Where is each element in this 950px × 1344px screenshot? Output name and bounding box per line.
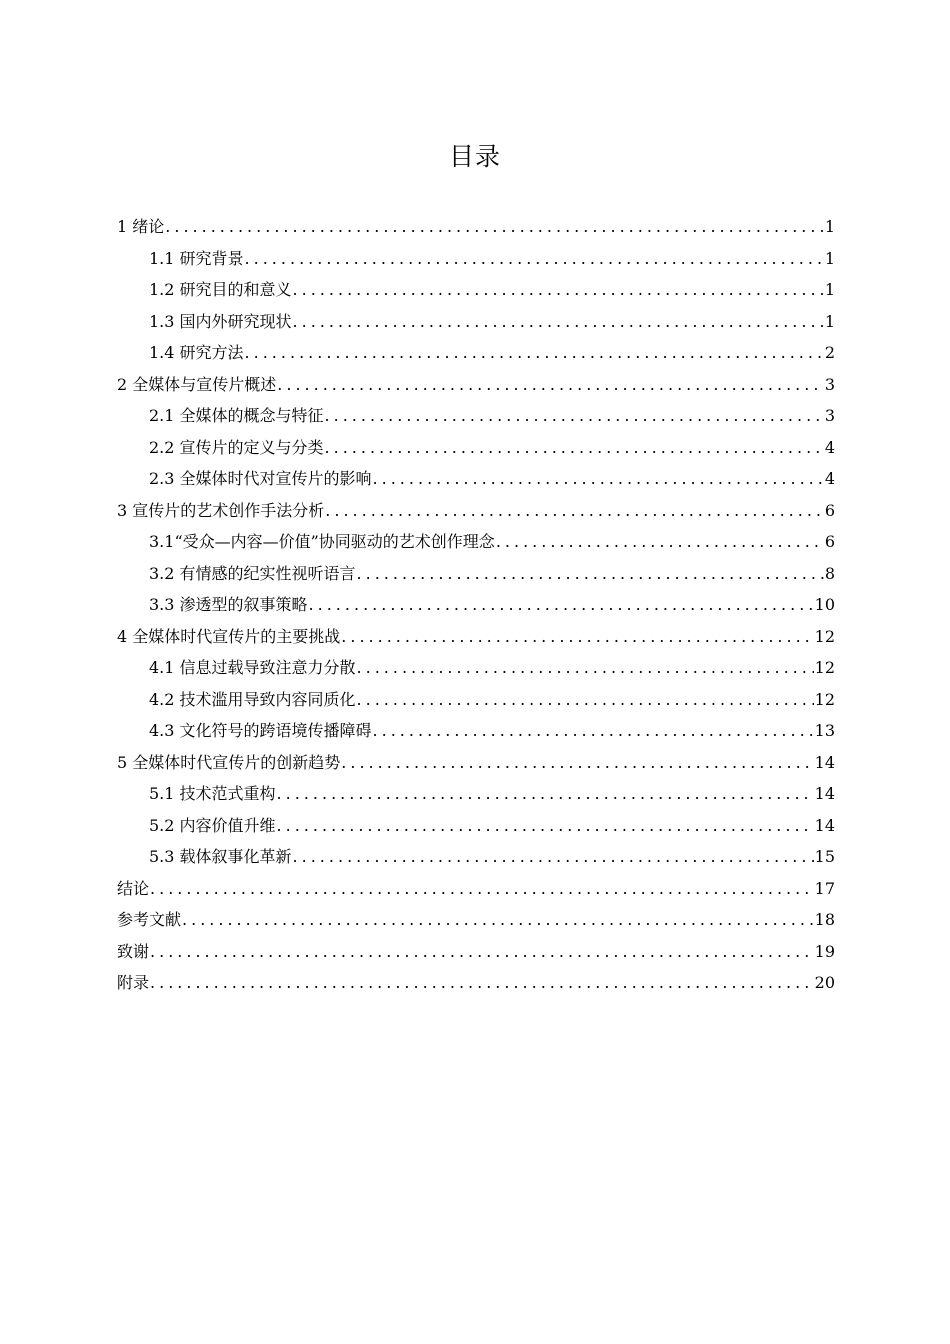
toc-entry-label: 1.4 研究方法: [149, 343, 244, 362]
toc-entry-page-number: 12: [814, 626, 835, 646]
toc-dot-leader: [245, 243, 824, 275]
toc-entry-label: 4.1 信息过载导致注意力分散: [149, 658, 356, 677]
page-title: 目录: [448, 141, 501, 171]
toc-entry-label: 1.1 研究背景: [149, 248, 244, 268]
toc-entry-page-number: 3: [824, 406, 835, 425]
toc-entry-label: 3.3 渗透型的叙事策略: [149, 595, 308, 614]
toc-dot-leader: [150, 967, 814, 999]
toc-entry-page-number: 12: [814, 689, 835, 709]
toc-entry-label: 5 全媒体时代宣传片的创新趋势: [117, 752, 341, 772]
toc-entry-page-number: 10: [814, 595, 835, 614]
toc-entry-page-number: 19: [814, 941, 835, 961]
toc-dot-leader: [309, 589, 814, 621]
toc-entry-page-number: 1: [824, 248, 835, 268]
toc-dot-leader: [277, 369, 824, 401]
toc-entry[interactable]: [117, 747, 835, 779]
toc-dot-leader: [325, 432, 824, 464]
toc-entry-page-number: 1: [824, 280, 835, 299]
toc-dot-leader: [150, 936, 814, 968]
toc-entry-page-number: 14: [814, 784, 835, 803]
toc-entry[interactable]: [117, 810, 835, 842]
toc-entry[interactable]: [117, 621, 835, 653]
toc-entry-page-number: 15: [814, 847, 835, 866]
toc-entry-label: 1 绪论: [117, 217, 165, 236]
toc-dot-leader: [293, 306, 824, 338]
toc-entry-label: 4.2 技术滥用导致内容同质化: [149, 689, 356, 709]
toc-dot-leader: [357, 558, 824, 590]
toc-entry[interactable]: [117, 841, 835, 873]
toc-entry-page-number: 14: [814, 752, 835, 772]
toc-entry-page-number: 1: [824, 311, 835, 331]
toc-entry-label: 1.2 研究目的和意义: [149, 280, 292, 299]
toc-entry-label: 5.1 技术范式重构: [149, 784, 276, 803]
toc-entry[interactable]: [117, 873, 835, 905]
toc-entry-label: 2 全媒体与宣传片概述: [117, 374, 277, 394]
toc-entry-page-number: 17: [814, 878, 835, 898]
toc-entry[interactable]: [117, 558, 835, 590]
toc-dot-leader: [341, 747, 813, 779]
toc-entry-label: 2.2 宣传片的定义与分类: [149, 437, 324, 457]
toc-entry[interactable]: [117, 495, 835, 527]
toc-entry-page-number: 4: [824, 437, 835, 457]
toc-entry-page-number: 8: [824, 563, 835, 583]
table-of-contents: [117, 211, 835, 999]
toc-entry-label: 附录: [117, 973, 150, 992]
toc-entry-label: 4.3 文化符号的跨语境传播障碍: [149, 721, 372, 740]
toc-entry-label: 5.2 内容价值升维: [149, 815, 276, 835]
toc-entry[interactable]: [117, 369, 835, 401]
toc-entry-label: 2.1 全媒体的概念与特征: [149, 406, 324, 425]
toc-entry-label: 结论: [117, 878, 150, 898]
toc-entry-label: 5.3 载体叙事化革新: [149, 847, 292, 866]
toc-entry-label: 致谢: [117, 941, 150, 961]
toc-entry[interactable]: [117, 715, 835, 747]
toc-dot-leader: [293, 274, 824, 306]
toc-entry-page-number: 3: [824, 374, 835, 394]
toc-dot-leader: [293, 841, 814, 873]
toc-entry[interactable]: [117, 274, 835, 306]
toc-dot-leader: [496, 526, 824, 558]
toc-entry-page-number: 14: [814, 815, 835, 835]
toc-entry-label: 3 宣传片的艺术创作手法分析: [117, 500, 325, 520]
toc-entry-label: 参考文献: [117, 910, 182, 929]
toc-dot-leader: [325, 495, 824, 527]
toc-entry[interactable]: [117, 337, 835, 369]
toc-entry[interactable]: [117, 967, 835, 999]
toc-dot-leader: [245, 337, 824, 369]
toc-entry-page-number: 1: [824, 217, 835, 236]
toc-entry-page-number: 2: [824, 343, 835, 362]
toc-entry[interactable]: [117, 243, 835, 275]
toc-entry-label: 2.3 全媒体时代对宣传片的影响: [149, 469, 372, 488]
toc-entry-page-number: 6: [824, 532, 835, 551]
toc-entry-page-number: 6: [824, 500, 835, 520]
toc-entry[interactable]: [117, 211, 835, 243]
toc-entry-page-number: 4: [824, 469, 835, 488]
toc-entry-label: 4 全媒体时代宣传片的主要挑战: [117, 626, 341, 646]
toc-dot-leader: [325, 400, 824, 432]
toc-entry[interactable]: [117, 463, 835, 495]
toc-entry[interactable]: [117, 652, 835, 684]
toc-entry[interactable]: [117, 589, 835, 621]
toc-dot-leader: [357, 652, 814, 684]
toc-dot-leader: [150, 873, 814, 905]
toc-entry-page-number: 13: [814, 721, 835, 740]
toc-entry-label: 1.3 国内外研究现状: [149, 311, 292, 331]
toc-entry[interactable]: [117, 306, 835, 338]
toc-dot-leader: [277, 810, 814, 842]
toc-entry[interactable]: [117, 778, 835, 810]
toc-dot-leader: [277, 778, 814, 810]
toc-dot-leader: [182, 904, 814, 936]
toc-entry[interactable]: [117, 400, 835, 432]
toc-entry-page-number: 12: [814, 658, 835, 677]
toc-entry[interactable]: [117, 526, 835, 558]
toc-dot-leader: [357, 684, 814, 716]
toc-entry[interactable]: [117, 936, 835, 968]
toc-dot-leader: [165, 211, 824, 243]
toc-entry-page-number: 18: [814, 910, 835, 929]
toc-entry-page-number: 20: [814, 973, 835, 992]
toc-entry[interactable]: [117, 684, 835, 716]
toc-entry-label: 3.2 有情感的纪实性视听语言: [149, 563, 356, 583]
toc-entry-label: 3.1“受众—内容—价值”协同驱动的艺术创作理念: [149, 532, 495, 551]
toc-dot-leader: [341, 621, 813, 653]
toc-dot-leader: [373, 463, 824, 495]
toc-entry[interactable]: [117, 904, 835, 936]
toc-entry[interactable]: [117, 432, 835, 464]
toc-dot-leader: [373, 715, 814, 747]
